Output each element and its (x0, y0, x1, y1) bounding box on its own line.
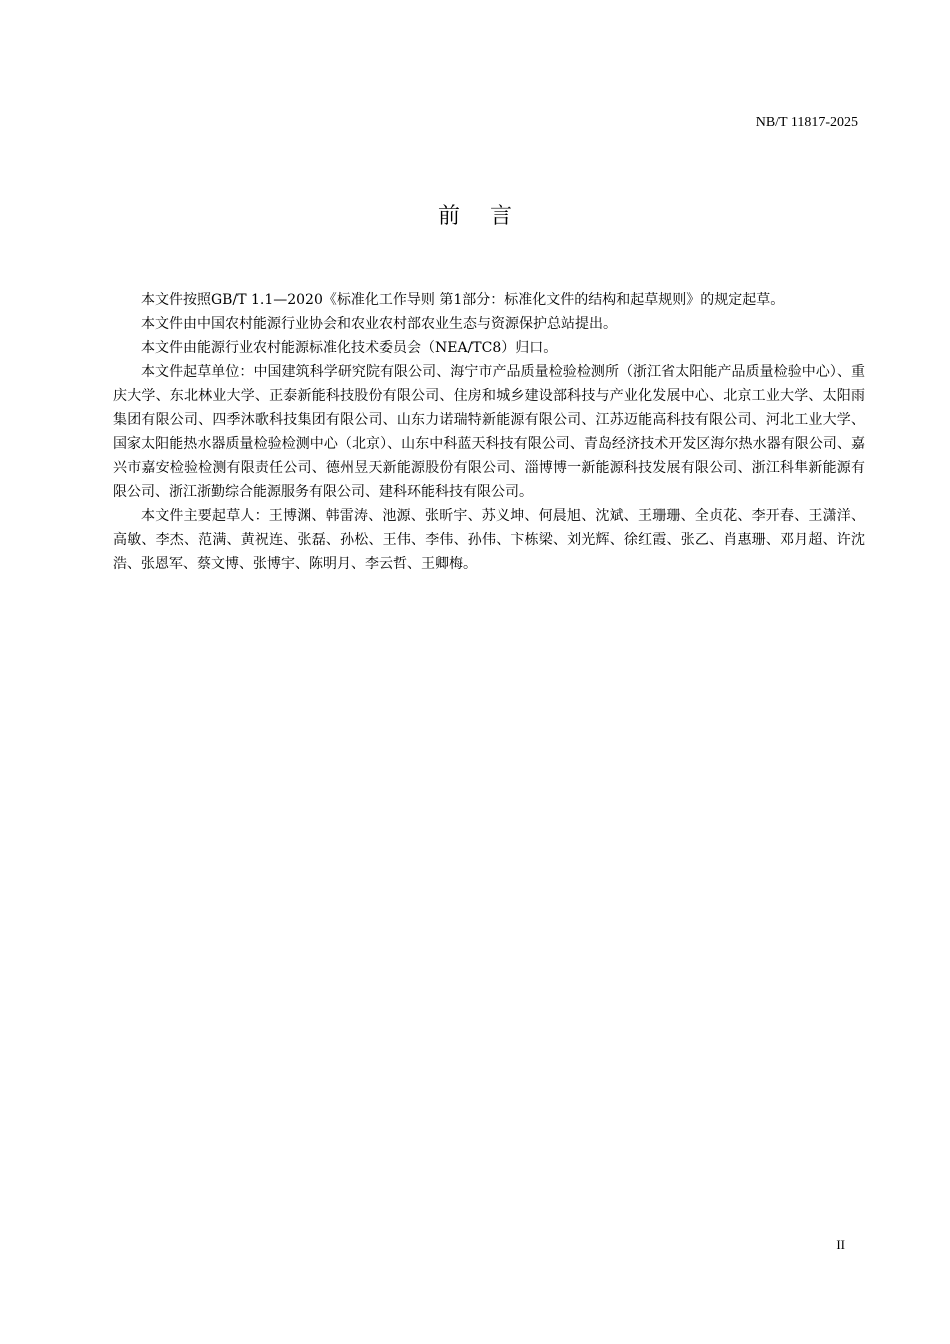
paragraph-technical-committee: 本文件由能源行业农村能源标准化技术委员会（NEA/TC8）归口。 (141, 340, 558, 356)
foreword-body (113, 288, 865, 576)
paragraph-proposer: 本文件由中国农村能源行业协会和农业农村部农业生态与资源保护总站提出。 (141, 316, 617, 332)
page-number: II (836, 1237, 845, 1252)
standard-code: NB/T 11817-2025 (755, 115, 858, 130)
paragraph-drafting-rules: 本文件按照GB/T 1.1—2020《标准化工作导则 第1部分：标准化文件的结构和起草规则》的规定起草。 (141, 292, 785, 308)
page-title: 前言 (437, 204, 542, 229)
paragraph-drafting-units: 本文件起草单位：中国建筑科学研究院有限公司、海宁市产品质量检验检测所（浙江省太阳能产品质量检验中心）、重庆大学、东北林业大学、正泰新能科技股份有限公司、住房和城乡建设部科技与产业化发展中心、北京工业大学、太阳雨集团有限公司、四季沐歌科技集团有限公司、山东力诺瑞特新能源有限公司、江苏迈能高科技有限公司、河北工业大学、国家太阳能热水器质量检验检测中心（北京）、山东中科蓝天科技有限公司、青岛经济技术开发区海尔热水器有限公司、嘉兴市嘉安检验检测有限责任公司、德州昱天新能源股份有限公司、淄博博一新能源科技发展有限公司、浙江科隼新能源有限公司、浙江浙勤综合能源服务有限公司、建科环能科技有限公司。 (113, 364, 865, 500)
paragraph-drafters: 本文件主要起草人：王博渊、韩雷涛、池源、张昕宇、苏义坤、何晨旭、沈斌、王珊珊、全贞花、李开春、王潇洋、高敏、李杰、范满、黄祝连、张磊、孙松、王伟、李伟、孙伟、卞栋梁、刘光辉、徐红霞、张乙、肖惠珊、邓月超、许沈浩、张恩军、蔡文博、张博宇、陈明月、李云哲、王卿梅。 (113, 508, 865, 572)
